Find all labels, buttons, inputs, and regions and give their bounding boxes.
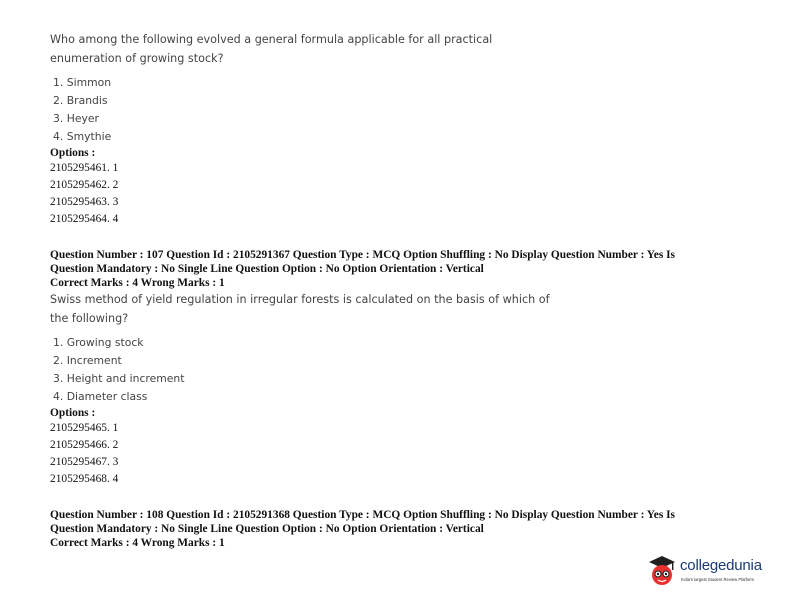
option-id: 2105295463. 3 <box>50 196 119 208</box>
collegedunia-logo <box>645 553 780 591</box>
option-id: 2105295465. 1 <box>50 422 119 434</box>
question-meta-line: Question Number : 107 Question Id : 2105291367 Question Type : MCQ Option Shuffling : No Display Question Number : Yes Is <box>50 249 675 261</box>
option-id: 2105295462. 2 <box>50 179 119 191</box>
logo-tagline: India's largest Student Review Platform <box>681 577 754 582</box>
choice-item: 2. Brandis <box>53 94 108 107</box>
choice-item: 4. Smythie <box>53 130 112 143</box>
question-meta-line: Question Mandatory : No Single Line Question Option : No Option Orientation : Vertical <box>50 263 484 275</box>
question-meta-line: Question Number : 108 Question Id : 2105291368 Question Type : MCQ Option Shuffling : No Display Question Number : Yes Is <box>50 509 675 521</box>
marks-line: Correct Marks : 4 Wrong Marks : 1 <box>50 277 225 289</box>
options-label: Options : <box>50 407 96 419</box>
option-id: 2105295466. 2 <box>50 439 119 451</box>
choice-item: 1. Growing stock <box>53 336 144 349</box>
option-id: 2105295464. 4 <box>50 213 119 225</box>
choice-list <box>50 334 750 406</box>
options-label: Options : <box>50 147 96 159</box>
choice-item: 3. Heyer <box>53 112 99 125</box>
choice-item: 3. Height and increment <box>53 372 185 385</box>
option-id: 2105295461. 1 <box>50 162 119 174</box>
question-text: Who among the following evolved a general formula applicable for all practical enumeration of growing stock? <box>50 33 493 65</box>
marks-line: Correct Marks : 4 Wrong Marks : 1 <box>50 537 225 549</box>
choice-item: 4. Diameter class <box>53 390 148 403</box>
choice-item: 2. Increment <box>53 354 122 367</box>
choice-list <box>50 74 750 146</box>
option-id: 2105295468. 4 <box>50 473 119 485</box>
choice-item: 1. Simmon <box>53 76 112 89</box>
option-id: 2105295467. 3 <box>50 456 119 468</box>
document-page <box>50 30 750 550</box>
graduate-mascot-icon <box>645 553 679 589</box>
question-text: Swiss method of yield regulation in irregular forests is calculated on the basis of which of the following? <box>50 293 550 325</box>
question-meta-line: Question Mandatory : No Single Line Question Option : No Option Orientation : Vertical <box>50 523 484 535</box>
logo-wordmark: collegedunia <box>680 557 762 574</box>
